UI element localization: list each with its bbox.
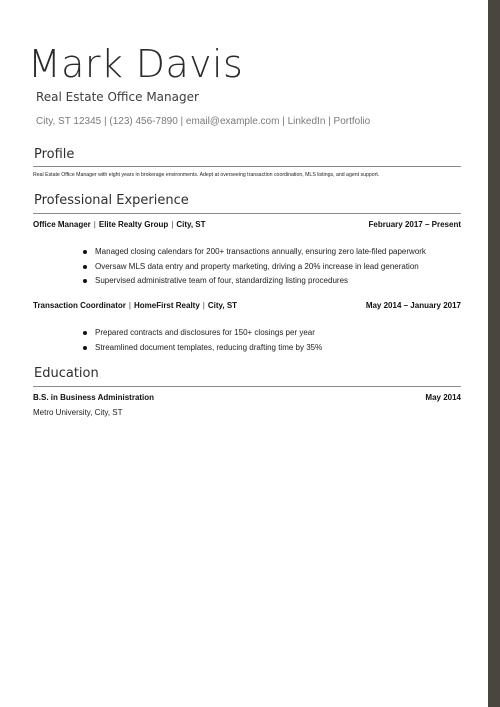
education-heading: Education — [34, 366, 99, 381]
contact-line: City, ST 12345 | (123) 456-7890 | email@example.com | LinkedIn | Portfolio — [36, 116, 371, 127]
candidate-name: Mark Davis — [28, 42, 244, 86]
side-accent-bar — [488, 0, 500, 707]
bullet-item: Oversaw MLS data entry and property marketing, driving a 20% increase in lead generation — [79, 262, 426, 277]
education-date: May 2014 — [425, 393, 461, 402]
bullet-item: Managed closing calendars for 200+ transactions annually, ensuring zero late-filed paperwork — [79, 247, 426, 262]
job-header: Office Manager | Elite Realty Group | City, ST February 2017 – Present — [33, 220, 461, 229]
experience-heading: Professional Experience — [34, 193, 189, 208]
degree: B.S. in Business Administration — [33, 393, 155, 402]
job-location: City, ST — [207, 301, 238, 310]
job-bullets — [79, 247, 426, 291]
job-bullets — [79, 328, 322, 357]
school-name: Metro University, City, ST — [33, 408, 123, 417]
profile-divider — [33, 166, 461, 167]
profile-heading: Profile — [34, 147, 75, 162]
bullet-item: Supervised administrative team of four, standardizing listing procedures — [79, 276, 426, 291]
candidate-title: Real Estate Office Manager — [36, 90, 199, 104]
profile-summary: Real Estate Office Manager with eight years in brokerage environments. Adept at overseeing transaction coordination, MLS listings, and agent support. — [33, 172, 380, 178]
education-header — [33, 393, 461, 405]
bullet-item: Streamlined document templates, reducing drafting time by 35% — [79, 343, 322, 358]
bullet-item: Prepared contracts and disclosures for 150+ closings per year — [79, 328, 322, 343]
job-dates: February 2017 – Present — [368, 220, 461, 229]
experience-divider — [33, 213, 461, 214]
job-header: Transaction Coordinator | HomeFirst Realty | City, ST May 2014 – January 2017 — [33, 301, 461, 310]
job-title: Transaction Coordinator — [33, 301, 126, 310]
job-title: Office Manager — [33, 220, 91, 229]
job-company: HomeFirst Realty — [133, 301, 200, 310]
job-location: City, ST — [176, 220, 206, 229]
job-company: Elite Realty Group — [98, 220, 169, 229]
job-dates: May 2014 – January 2017 — [365, 301, 461, 310]
education-divider — [33, 386, 461, 387]
